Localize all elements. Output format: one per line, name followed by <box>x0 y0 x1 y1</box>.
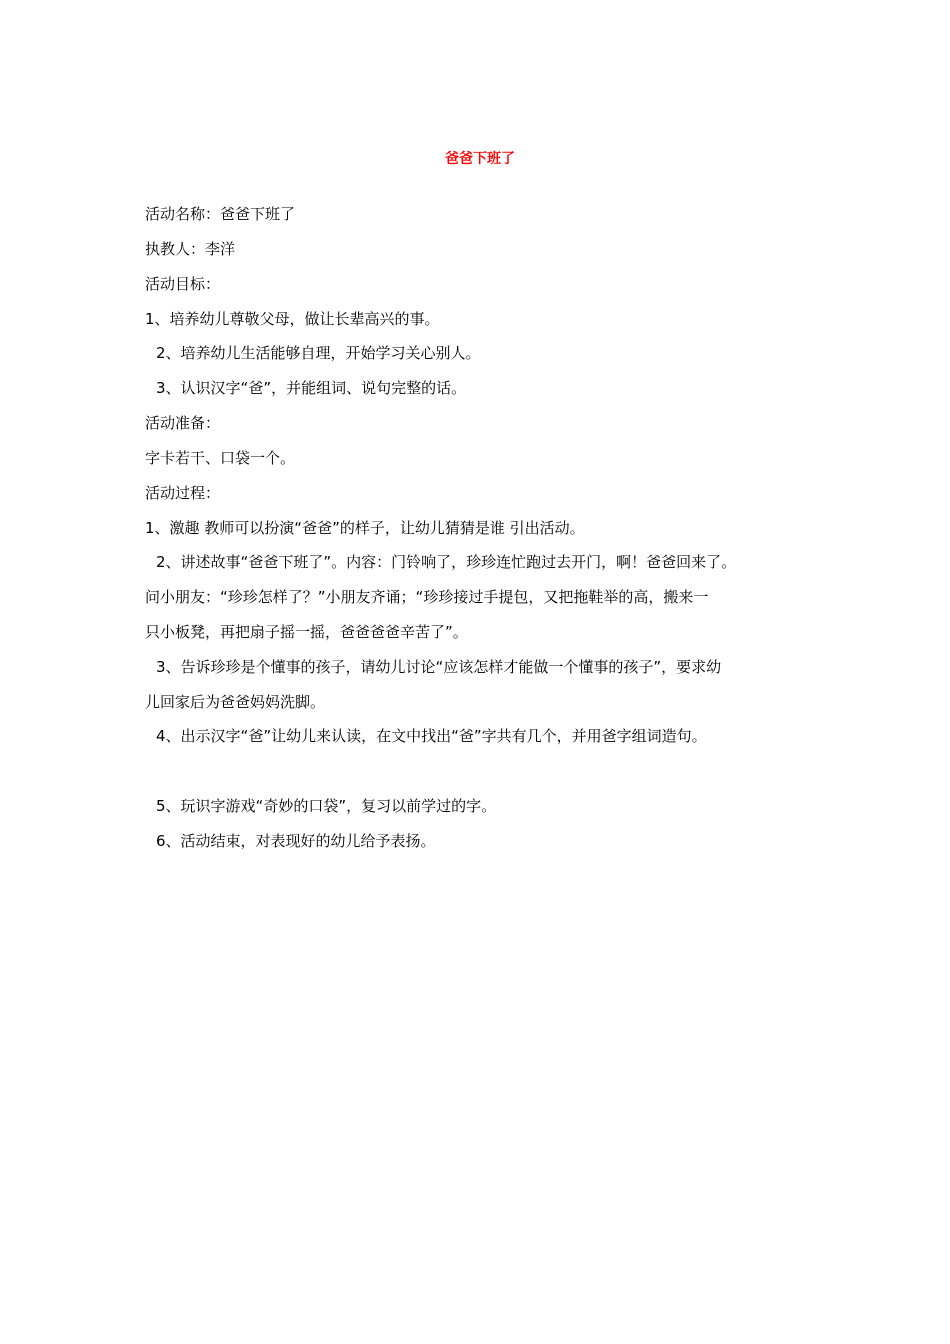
preparation-heading: 活动准备： <box>145 414 221 432</box>
process-item-2: 2、讲述故事“爸爸下班了”。内容：门铃响了，珍珍连忙跑过去开门，啊！爸爸回来了。 <box>156 553 737 571</box>
goals-heading: 活动目标： <box>145 275 221 293</box>
process-item-3: 3、告诉珍珍是个懂事的孩子，请幼儿讨论“应该怎样才能做一个懂事的孩子”，要求幼 <box>156 658 722 676</box>
process-item-6: 6、活动结束，对表现好的幼儿给予表扬。 <box>156 832 436 850</box>
document-title: 爸爸下班了 <box>445 151 515 167</box>
process-item-1: 1、激趣 教师可以扮演“爸爸”的样子，让幼儿猜猜是谁 引出活动。 <box>145 519 585 537</box>
goal-item-2: 2、培养幼儿生活能够自理，开始学习关心别人。 <box>156 344 481 362</box>
goal-item-1: 1、培养幼儿尊敬父母，做让长辈高兴的事。 <box>145 310 440 328</box>
process-item-4: 4、出示汉字“爸”让幼儿来认读，在文中找出“爸”字共有几个，并用爸字组词造句。 <box>156 727 707 745</box>
preparation-content: 字卡若干、口袋一个。 <box>145 449 296 467</box>
process-item-3-end: 儿回家后为爸爸妈妈洗脚。 <box>145 693 326 711</box>
teacher-line: 执教人：李洋 <box>145 240 236 258</box>
activity-name-line: 活动名称：爸爸下班了 <box>145 205 296 223</box>
goal-item-3: 3、认识汉字“爸”，并能组词、说句完整的话。 <box>156 379 467 397</box>
process-heading: 活动过程： <box>145 484 221 502</box>
process-item-2-end: 只小板凳，再把扇子摇一摇，爸爸爸爸辛苦了”。 <box>145 623 468 641</box>
process-item-2-continued: 问小朋友：“珍珍怎样了？”小朋友齐诵；“珍珍接过手提包，又把拖鞋举的高，搬来一 <box>145 588 709 606</box>
process-item-5: 5、玩识字游戏“奇妙的口袋”，复习以前学过的字。 <box>156 797 497 815</box>
